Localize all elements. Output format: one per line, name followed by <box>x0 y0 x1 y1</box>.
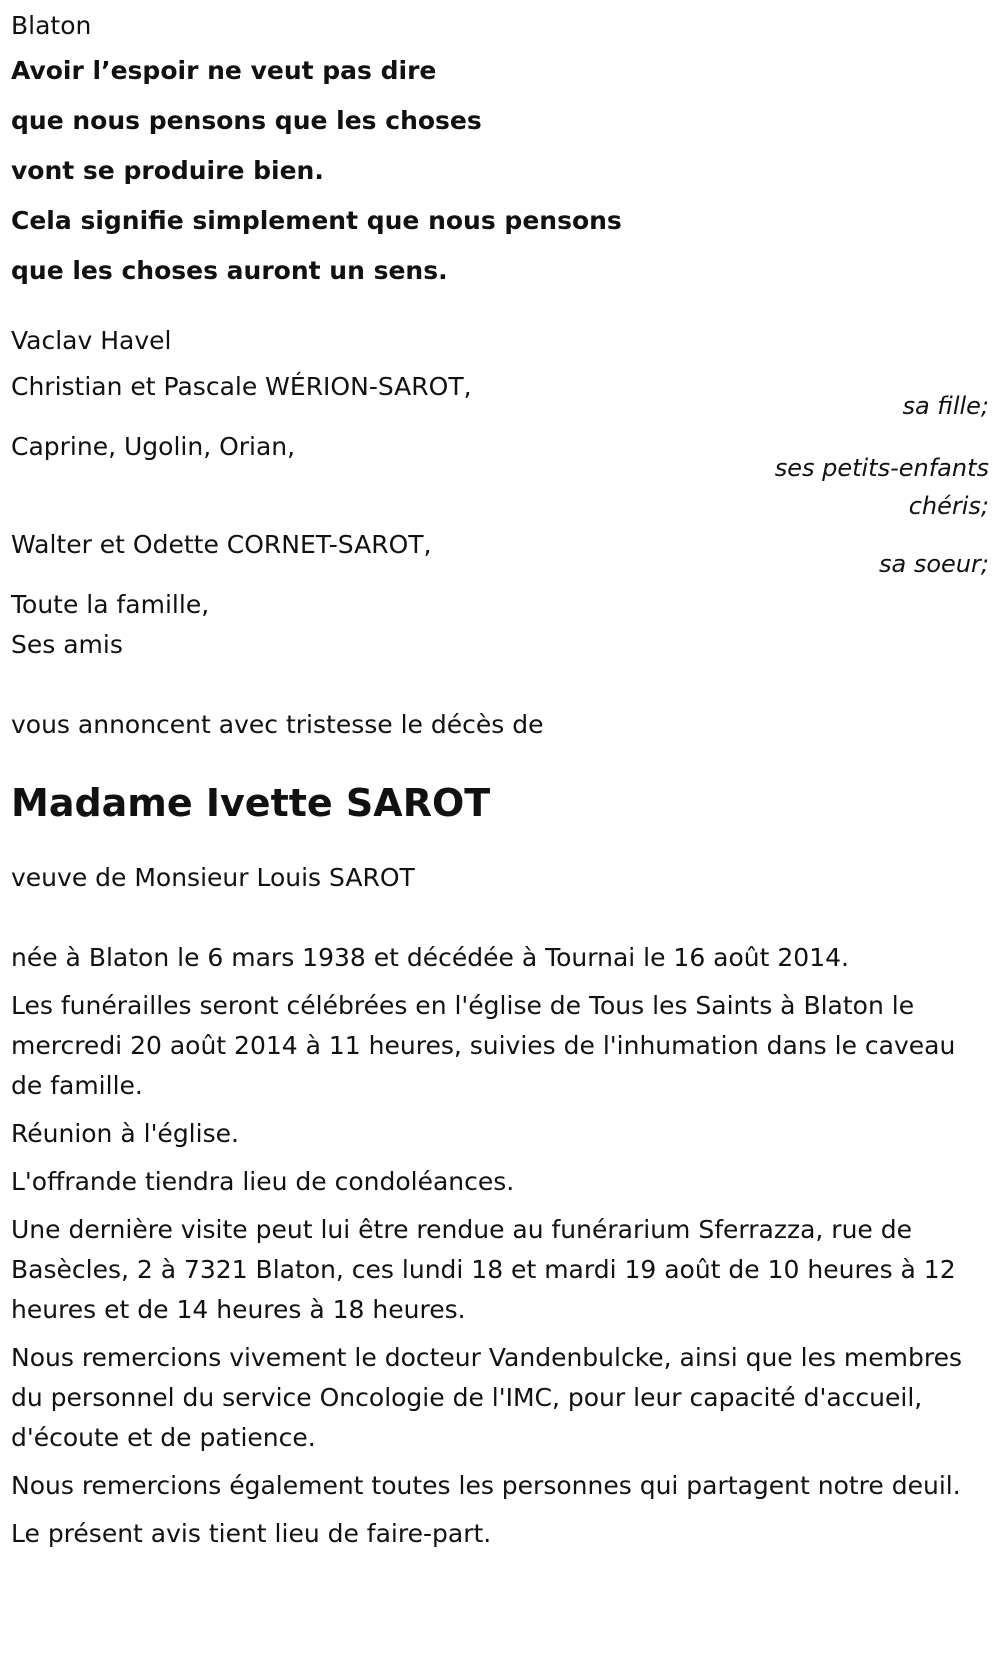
detail-paragraph: Nous remercions vivement le docteur Vandenbulcke, ainsi que les membres du personnel du service Oncologie de l'IMC, pour leur capacité d'accueil, d'écoute et de patience. <box>11 1343 963 1452</box>
family-relation: chéris; <box>908 492 989 520</box>
widow-of-text: veuve de Monsieur Louis SAROT <box>11 863 415 892</box>
family-relation: ses petits-enfants <box>774 454 989 482</box>
quote-block <box>11 46 989 296</box>
detail-paragraph: L'offrande tiendra lieu de condoléances. <box>11 1167 515 1196</box>
family-names: Caprine, Ugolin, Orian, <box>11 432 296 461</box>
quote-author: Vaclav Havel <box>11 326 172 355</box>
announcement-text: vous annoncent avec tristesse le décès de <box>11 710 544 739</box>
others-line: Ses amis <box>11 630 123 659</box>
quote-line: Avoir l’espoir ne veut pas dire <box>11 56 437 85</box>
family-names: Walter et Odette CORNET-SAROT, <box>11 530 432 559</box>
quote-line: que nous pensons que les choses <box>11 106 482 135</box>
deceased-name: Madame Ivette SAROT <box>11 781 491 825</box>
detail-paragraph: Nous remercions également toutes les personnes qui partagent notre deuil. <box>11 1471 961 1500</box>
details-section <box>11 938 989 1554</box>
quote-line: vont se produire bien. <box>11 156 324 185</box>
others-line: Toute la famille, <box>11 590 210 619</box>
detail-paragraph: Réunion à l'église. <box>11 1119 239 1148</box>
family-relation: sa fille; <box>902 392 989 420</box>
family-entry <box>11 427 989 525</box>
detail-paragraph: Les funérailles seront célébrées en l'église de Tous les Saints à Blaton le mercredi 20 août 2014 à 11 heures, suivies de l'inhumation dans le caveau de famille. <box>11 991 956 1100</box>
quote-line: que les choses auront un sens. <box>11 256 448 285</box>
family-names: Christian et Pascale WÉRION-SAROT, <box>11 372 472 401</box>
detail-paragraph: Une dernière visite peut lui être rendue au funérarium Sferrazza, rue de Basècles, 2 à 7321 Blaton, ces lundi 18 et mardi 19 août de 10 heures à 12 heures et de 14 heures à 18 heures. <box>11 1215 956 1324</box>
obituary-notice <box>11 6 989 1562</box>
detail-paragraph: née à Blaton le 6 mars 1938 et décédée à Tournai le 16 août 2014. <box>11 943 849 972</box>
family-entry <box>11 525 989 583</box>
quote-line: Cela signifie simplement que nous pensons <box>11 206 622 235</box>
detail-paragraph: Le présent avis tient lieu de faire-part. <box>11 1519 492 1548</box>
family-entry <box>11 367 989 425</box>
family-relation: sa soeur; <box>879 550 989 578</box>
location-text: Blaton <box>11 11 92 40</box>
